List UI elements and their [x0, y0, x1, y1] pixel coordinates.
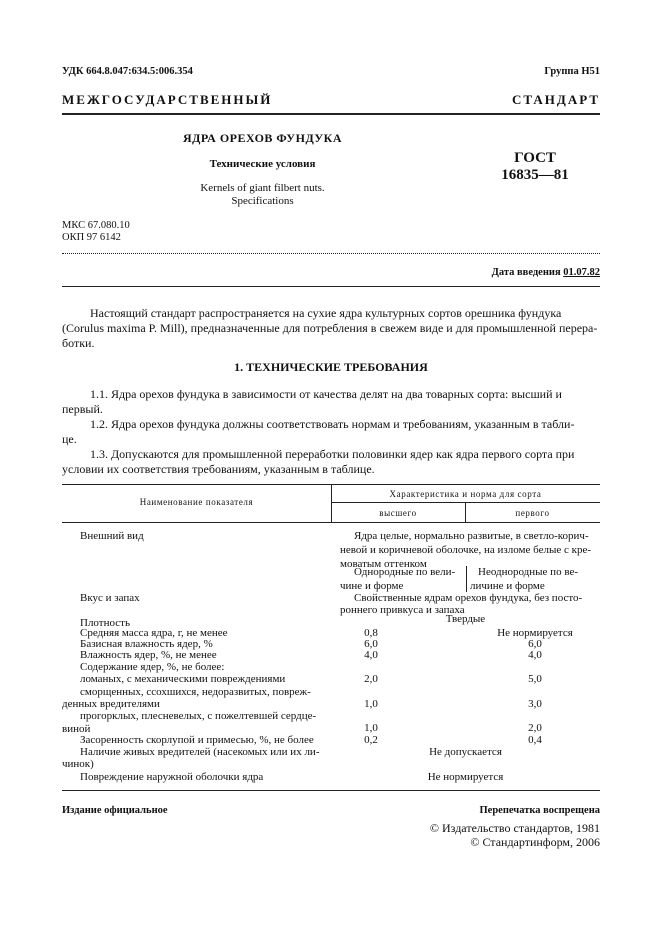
row-name-base-moisture: Базисная влажность ядер, %	[80, 638, 213, 650]
mks-code: МКС 67.080.10	[62, 220, 130, 231]
para-1-1-line-2: первый.	[62, 402, 103, 416]
base-moisture-first: 6,0	[528, 638, 542, 650]
official-edition: Издание официальное	[62, 805, 168, 816]
para-1-3-line-2: условии их соответствия требованиям, указанным в таблице.	[62, 462, 375, 476]
para-1-2-line-2: це.	[62, 432, 77, 446]
english-title-line1: Kernels of giant filbert nuts.	[200, 182, 325, 194]
reprint-notice: Перепечатка воспрещена	[479, 805, 600, 816]
pests-value: Не допускается	[429, 746, 502, 758]
appearance-split-line	[466, 566, 467, 592]
table-header-bottom-rule	[62, 522, 600, 523]
appearance-common-line3: моватым оттенком	[340, 558, 427, 570]
base-moisture-high: 6,0	[364, 638, 378, 650]
standard-banner: МЕЖГОСУДАРСТВЕННЫЙ СТАНДАРТ	[62, 92, 600, 107]
row-name-impurity: Засоренность скорлупой и примесью, %, не более	[80, 734, 314, 746]
taste-value-line2: роннего привкуса и запаха	[340, 604, 465, 616]
introduction-date	[420, 267, 600, 278]
intro-line-2: (Corulus maxima P. Mill), предназначенные для потребления в свежем виде и для промышленной перера-	[62, 321, 598, 335]
row-name-pests-line1: Наличие живых вредителей (насекомых или их ли-	[80, 746, 320, 758]
shriveled-first: 3,0	[528, 698, 542, 710]
rancid-first: 2,0	[528, 722, 542, 734]
appearance-common-line1: Ядра целые, нормально развитые, в светло-корич-	[354, 530, 589, 542]
broken-first: 5,0	[528, 673, 542, 685]
col-header-indicator: Наименование показателя	[139, 497, 254, 507]
impurity-high: 0,2	[364, 734, 378, 746]
intro-line-3: ботки.	[62, 336, 95, 350]
row-name-shriveled-line2: денных вредителями	[62, 698, 160, 710]
col-header-first: первого	[515, 508, 550, 518]
col-header-grade-group: Характеристика и норма для сорта	[389, 489, 542, 499]
shriveled-high: 1,0	[364, 698, 378, 710]
rancid-high: 1,0	[364, 722, 378, 734]
row-name-shell-damage: Повреждение наружной оболочки ядра	[80, 771, 264, 783]
intro-line-1: Настоящий стандарт распространяется на сухие ядра культурных сортов орешника фундука	[90, 306, 562, 320]
para-1-3-line-1: 1.3. Допускаются для промышленной переработки половинки ядер как ядра первого сорта при	[90, 447, 575, 461]
divider	[62, 253, 600, 254]
broken-high: 2,0	[364, 673, 378, 685]
appearance-high-line2: чине и форме	[340, 580, 404, 592]
section-heading: 1. ТЕХНИЧЕСКИЕ ТРЕБОВАНИЯ	[234, 360, 428, 374]
gost-label: ГОСТ	[514, 150, 556, 166]
row-name-appearance: Внешний вид	[80, 530, 144, 542]
document-subtitle: Технические условия	[209, 158, 316, 170]
english-title-line2: Specifications	[231, 195, 294, 207]
gost-number: 16835—81	[501, 167, 569, 183]
col-header-highest: высшего	[379, 508, 417, 518]
row-name-taste: Вкус и запах	[80, 592, 140, 604]
copyright-1981: © Издательство стандартов, 1981	[429, 821, 600, 835]
udk-code: УДК 664.8.047:634.5:006.354	[62, 66, 193, 77]
moisture-first: 4,0	[528, 649, 542, 661]
taste-value-line1: Свойственные ядрам орехов фундука, без посто-	[354, 592, 583, 604]
density-value: Твердые	[445, 613, 486, 625]
impurity-first: 0,4	[528, 734, 542, 746]
appearance-first-line1: Неоднородные по ве-	[478, 566, 578, 578]
okp-code: ОКП 97 6142	[62, 232, 121, 243]
moisture-high: 4,0	[364, 649, 378, 661]
row-name-moisture: Влажность ядер, %, не менее	[80, 649, 217, 661]
date-rule	[62, 286, 600, 287]
para-1-2-line-1: 1.2. Ядра орехов фундука должны соответствовать нормам и требованиям, указанным в табли-	[90, 417, 575, 431]
appearance-first-line2: личине и форме	[470, 580, 545, 592]
copyright-2006: © Стандартинформ, 2006	[470, 835, 600, 849]
table-bottom-rule	[62, 790, 600, 791]
shell-damage-value: Не нормируется	[427, 771, 504, 783]
appearance-high-line1: Однородные по вели-	[354, 566, 456, 578]
row-name-shriveled-line1: сморщенных, ссохшихся, недоразвитых, повреж-	[80, 686, 311, 698]
row-name-density: Плотность	[80, 617, 130, 629]
appearance-common-line2: невой и коричневой оболочке, на изломе белые с кре-	[340, 544, 592, 556]
mass-high: 0,8	[364, 627, 378, 639]
document-title: ЯДРА ОРЕХОВ ФУНДУКА	[182, 131, 343, 145]
group-code: Группа Н51	[544, 66, 600, 77]
row-name-content: Содержание ядер, %, не более:	[80, 661, 225, 673]
para-1-1-line-1: 1.1. Ядра орехов фундука в зависимости от качества делят на два товарных сорта: высший и	[90, 387, 562, 401]
row-name-broken: ломаных, с механическими повреждениями	[80, 673, 286, 685]
row-name-rancid-line2: виной	[62, 723, 91, 735]
row-name-rancid-line1: прогорклых, плесневелых, с пожелтевшей сердце-	[80, 710, 317, 722]
row-name-pests-line2: чинок)	[62, 758, 94, 770]
row-name-mass: Средняя масса ядра, г, не менее	[80, 627, 228, 639]
date-label: Дата введения	[491, 267, 561, 278]
header-rule	[62, 113, 600, 115]
date-value: 01.07.82	[563, 267, 600, 278]
mass-first: Не нормируется	[497, 627, 573, 639]
